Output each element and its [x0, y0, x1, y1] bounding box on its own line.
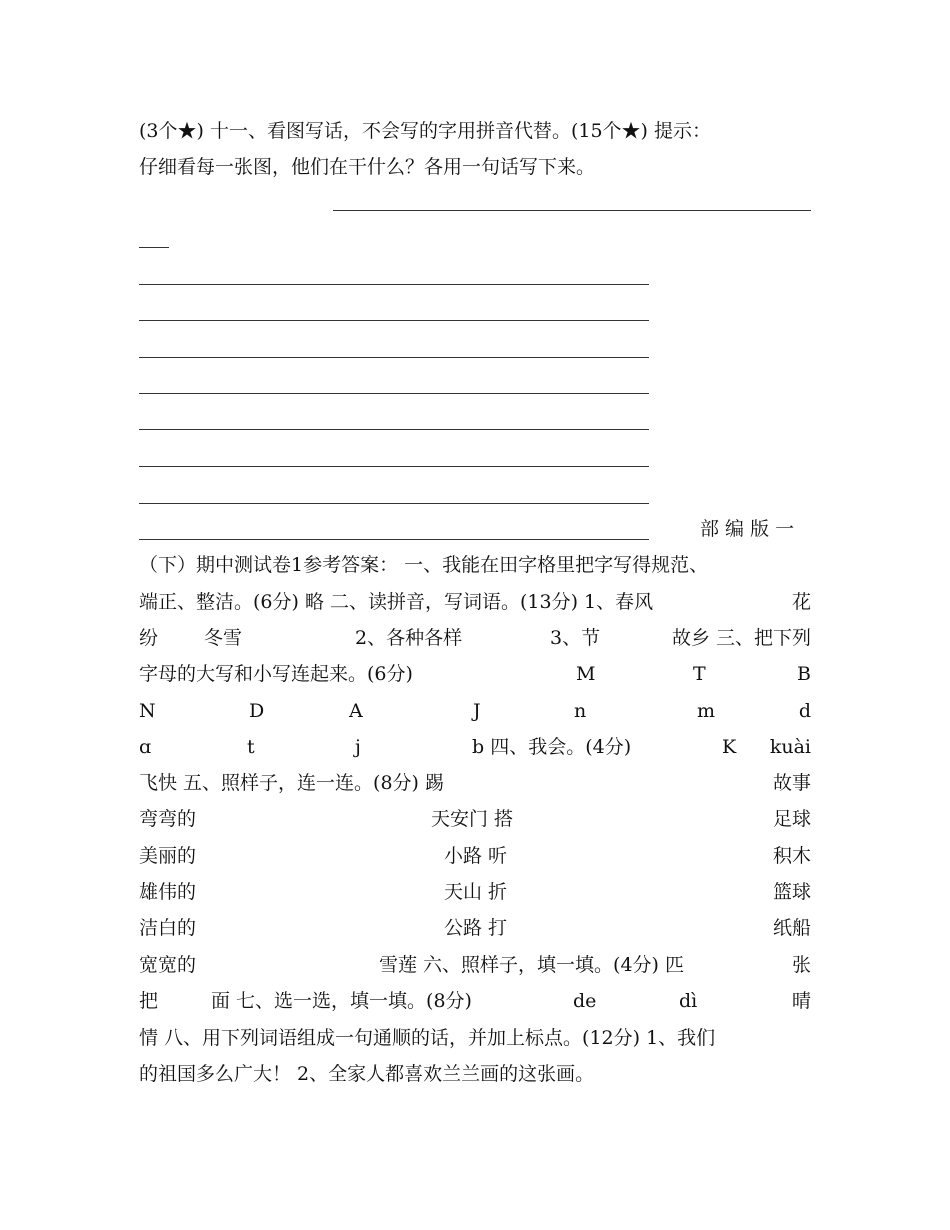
answer-line-3	[139, 620, 811, 656]
answer-line-13	[139, 983, 811, 1019]
answer-text: 晴	[791, 990, 811, 1012]
letter: m	[697, 700, 716, 722]
pinyin: de	[573, 990, 597, 1012]
answer-line-4	[139, 656, 811, 692]
writing-line	[139, 393, 649, 394]
answer-text: 公路 打	[444, 917, 508, 939]
answer-text: 字母的大写和小写连起来。(6分)	[139, 663, 413, 685]
writing-line	[139, 466, 649, 467]
letter: D	[249, 700, 265, 722]
question-11-line-1: (3个★) 十一、看图写话，不会写的字用拼音代替。(15个★) 提示：	[139, 120, 711, 142]
answer-text: T	[693, 663, 706, 685]
answer-text: 小路 听	[444, 845, 508, 867]
answer-line-6	[139, 729, 811, 765]
writing-line	[333, 210, 811, 211]
writing-line	[139, 429, 649, 430]
letter: n	[574, 700, 587, 722]
answer-line-2	[139, 584, 811, 620]
answer-text: 篮球	[772, 881, 811, 903]
letter: d	[798, 700, 811, 722]
letter: t	[247, 736, 255, 758]
letter: N	[139, 700, 156, 722]
letter: J	[473, 700, 481, 722]
answer-line-5	[139, 693, 811, 729]
answer-text: 把	[139, 990, 159, 1012]
answer-text: 纸船	[772, 917, 811, 939]
answer-text: 雄伟的	[139, 881, 197, 903]
answer-text: 积木	[772, 845, 811, 867]
answer-text: 洁白的	[139, 917, 197, 939]
answer-line-12	[139, 947, 811, 983]
answer-line-8	[139, 801, 811, 837]
answer-line-14: 情 八、用下列词语组成一句通顺的话，并加上标点。(12分) 1、我们	[139, 1027, 716, 1049]
answer-text: 天山 折	[444, 881, 508, 903]
answer-text: M	[576, 663, 596, 685]
answer-text: 天安门 搭	[431, 808, 514, 830]
answer-text: 雪莲 六、照样子，填一填。(4分) 匹	[379, 954, 684, 976]
letter: K	[722, 736, 737, 758]
answer-text: B	[797, 663, 811, 685]
answer-key-title-start: 部 编 版 一	[700, 518, 795, 540]
answer-line-10	[139, 874, 811, 910]
answer-text: 花	[791, 591, 811, 613]
question-11-line-2: 仔细看每一张图，他们在干什么？各用一句话写下来。	[139, 156, 596, 178]
answer-text: b 四、我会。(4分)	[472, 736, 632, 758]
pinyin: kuài	[769, 736, 811, 758]
writing-line	[139, 320, 649, 321]
letter: j	[355, 736, 361, 758]
answer-line-1: （下）期中测试卷1参考答案： 一、我能在田字格里把字写得规范、	[139, 554, 709, 576]
writing-line	[139, 539, 649, 540]
answer-text: 飞快 五、照样子，连一连。(8分) 踢	[139, 772, 444, 794]
answer-text: 足球	[772, 808, 811, 830]
answer-text: 纷	[139, 627, 159, 649]
answer-text: 2、各种各样	[355, 627, 463, 649]
answer-line-9	[139, 838, 811, 874]
answer-text: 宽宽的	[139, 954, 197, 976]
writing-line	[139, 247, 169, 248]
writing-line	[139, 503, 649, 504]
answer-text: 端正、整洁。(6分) 略 二、读拼音，写词语。(13分) 1、春风	[139, 591, 654, 613]
answer-text: 面 七、选一选，填一填。(8分)	[211, 990, 472, 1012]
answer-text: 3、节	[550, 627, 601, 649]
writing-line	[139, 284, 649, 285]
writing-line	[139, 357, 649, 358]
letter: ɑ	[139, 736, 152, 758]
answer-line-11	[139, 910, 811, 946]
answer-line-15: 的祖国多么广大！ 2、全家人都喜欢兰兰画的这张画。	[139, 1063, 595, 1085]
answer-text: 美丽的	[139, 845, 197, 867]
answer-text: 张	[791, 954, 811, 976]
answer-text: 冬雪	[204, 627, 243, 649]
answer-text: 故事	[772, 772, 811, 794]
answer-text: 弯弯的	[139, 808, 197, 830]
pinyin: dì	[679, 990, 698, 1012]
answer-line-7	[139, 765, 811, 801]
answer-text: 故乡 三、把下列	[671, 627, 811, 649]
letter: A	[349, 700, 363, 722]
